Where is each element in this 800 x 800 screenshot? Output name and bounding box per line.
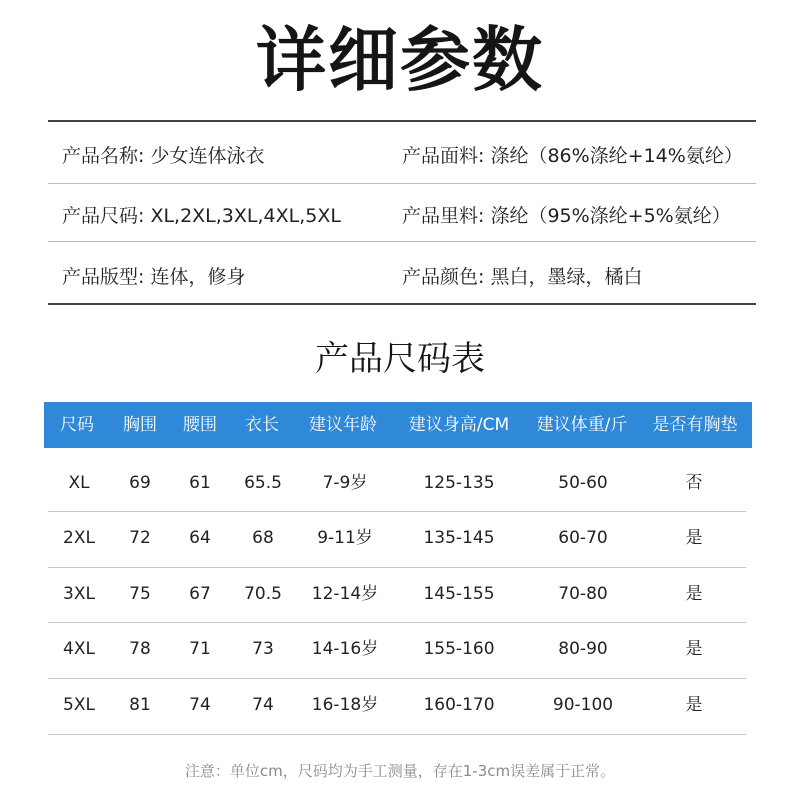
page-title: 详细参数 <box>256 19 544 101</box>
info-product-name: 产品名称: 少女连体泳衣 <box>62 145 265 167</box>
cell-length: 73 <box>252 639 274 659</box>
cell-chest: 78 <box>129 639 151 659</box>
cell-waist: 74 <box>189 695 211 715</box>
cell-height: 160-170 <box>423 695 495 715</box>
table-row <box>48 567 746 622</box>
table-row <box>48 511 746 566</box>
size-table-header <box>44 402 752 448</box>
cell-waist: 61 <box>189 473 211 493</box>
cell-length: 70.5 <box>244 584 282 604</box>
divider-info-1 <box>48 183 756 184</box>
cell-chest-pad: 否 <box>685 473 703 493</box>
cell-height: 125-135 <box>423 473 495 493</box>
cell-chest: 75 <box>129 584 151 604</box>
cell-age: 7-9岁 <box>322 473 368 493</box>
cell-age: 12-14岁 <box>311 584 379 604</box>
cell-size: 4XL <box>63 639 95 659</box>
cell-weight: 90-100 <box>552 695 614 715</box>
cell-chest: 72 <box>129 528 151 548</box>
header-waist: 腰围 <box>183 415 217 435</box>
cell-waist: 71 <box>189 639 211 659</box>
table-row <box>48 678 746 733</box>
cell-chest: 69 <box>129 473 151 493</box>
info-product-colors: 产品颜色: 黑白，墨绿，橘白 <box>402 266 643 288</box>
cell-weight: 60-70 <box>558 528 608 548</box>
cell-weight: 70-80 <box>558 584 608 604</box>
size-chart-title: 产品尺码表 <box>315 339 485 379</box>
cell-length: 68 <box>252 528 274 548</box>
cell-chest-pad: 是 <box>685 695 703 715</box>
cell-height: 135-145 <box>423 528 495 548</box>
header-age: 建议年龄 <box>309 415 377 435</box>
cell-height: 155-160 <box>423 639 495 659</box>
header-length: 衣长 <box>245 415 279 435</box>
cell-chest-pad: 是 <box>685 639 703 659</box>
info-product-fit: 产品版型: 连体，修身 <box>62 266 246 288</box>
row-divider <box>48 734 746 735</box>
cell-size: 5XL <box>63 695 95 715</box>
measurement-note: 注意：单位cm，尺码均为手工测量，存在1-3cm误差属于正常。 <box>184 762 616 780</box>
divider-top <box>48 120 756 122</box>
cell-weight: 80-90 <box>558 639 608 659</box>
cell-length: 74 <box>252 695 274 715</box>
divider-info-bottom <box>48 303 756 305</box>
cell-chest-pad: 是 <box>685 584 703 604</box>
info-product-fabric: 产品面料: 涤纶（86%涤纶+14%氨纶） <box>402 145 743 167</box>
cell-age: 9-11岁 <box>317 528 373 548</box>
cell-height: 145-155 <box>423 584 495 604</box>
divider-info-2 <box>48 241 756 242</box>
cell-length: 65.5 <box>244 473 282 493</box>
header-size: 尺码 <box>60 415 94 435</box>
header-height: 建议身高/CM <box>408 415 510 435</box>
cell-chest-pad: 是 <box>685 528 703 548</box>
header-weight: 建议体重/斤 <box>536 415 628 435</box>
cell-size: 2XL <box>63 528 95 548</box>
table-row <box>48 622 746 677</box>
cell-chest: 81 <box>129 695 151 715</box>
cell-waist: 67 <box>189 584 211 604</box>
cell-size: 3XL <box>63 584 95 604</box>
cell-age: 14-16岁 <box>311 639 379 659</box>
info-product-sizes: 产品尺码: XL,2XL,3XL,4XL,5XL <box>62 205 341 227</box>
cell-weight: 50-60 <box>558 473 608 493</box>
cell-waist: 64 <box>189 528 211 548</box>
info-product-lining: 产品里料: 涤纶（95%涤纶+5%氨纶） <box>402 205 731 227</box>
header-chest: 胸围 <box>123 415 157 435</box>
cell-size: XL <box>68 473 90 493</box>
cell-age: 16-18岁 <box>311 695 379 715</box>
table-row <box>48 456 746 511</box>
header-chest-pad: 是否有胸垫 <box>652 415 738 435</box>
